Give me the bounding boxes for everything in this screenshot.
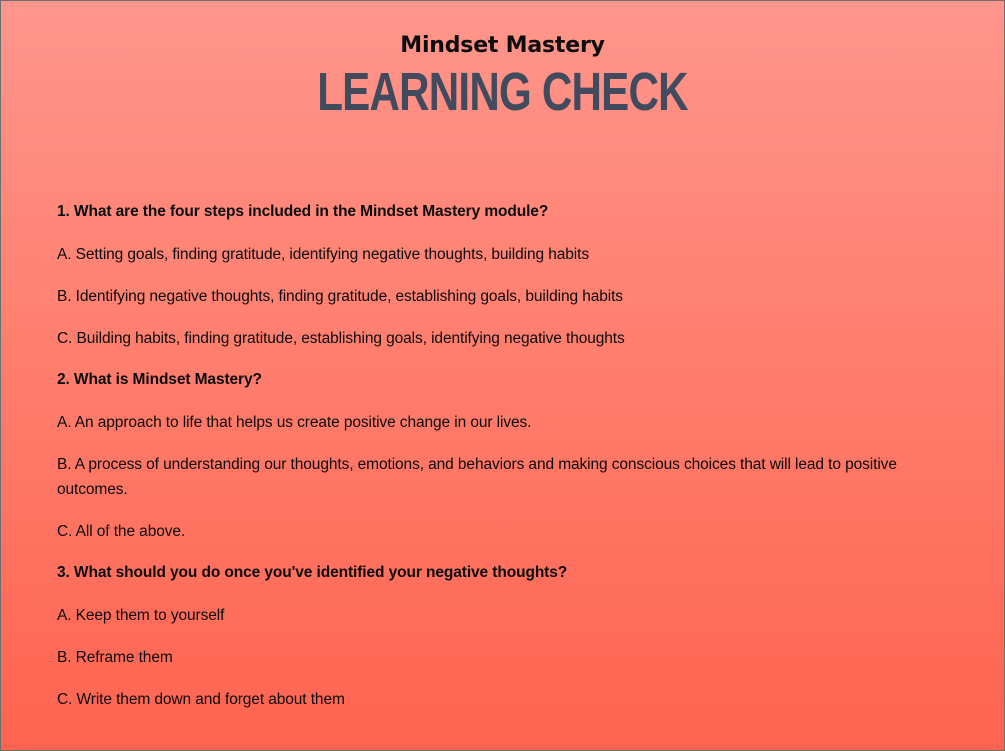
question-2-option-a[interactable]: A. An approach to life that helps us create positive change in our lives. [57, 414, 532, 431]
question-1-option-a[interactable]: A. Setting goals, finding gratitude, identifying negative thoughts, building habits [57, 246, 589, 263]
question-block-3 [57, 561, 957, 712]
module-subtitle: Mindset Mastery [400, 33, 605, 58]
question-2-option-c[interactable]: C. All of the above. [57, 523, 186, 540]
question-2-option-b[interactable]: B. A process of understanding our thoughts, emotions, and behaviors and making conscious choices that will lead to positive outcomes. [57, 456, 897, 498]
question-block-2 [57, 368, 957, 544]
question-1-option-b[interactable]: B. Identifying negative thoughts, finding gratitude, establishing goals, building habits [57, 288, 623, 305]
question-3-option-c[interactable]: C. Write them down and forget about them [57, 691, 345, 708]
question-block-1 [57, 200, 957, 351]
header [1, 31, 1004, 120]
quiz [57, 200, 957, 729]
page-title: LEARNING CHECK [317, 62, 688, 122]
question-1: 1. What are the four steps included in the Mindset Mastery module? [57, 203, 549, 220]
question-3-option-b[interactable]: B. Reframe them [57, 649, 173, 666]
question-3: 3. What should you do once you've identified your negative thoughts? [57, 564, 568, 581]
question-2: 2. What is Mindset Mastery? [57, 371, 262, 388]
question-1-option-c[interactable]: C. Building habits, finding gratitude, establishing goals, identifying negative thoughts [57, 330, 625, 347]
question-3-option-a[interactable]: A. Keep them to yourself [57, 607, 225, 624]
